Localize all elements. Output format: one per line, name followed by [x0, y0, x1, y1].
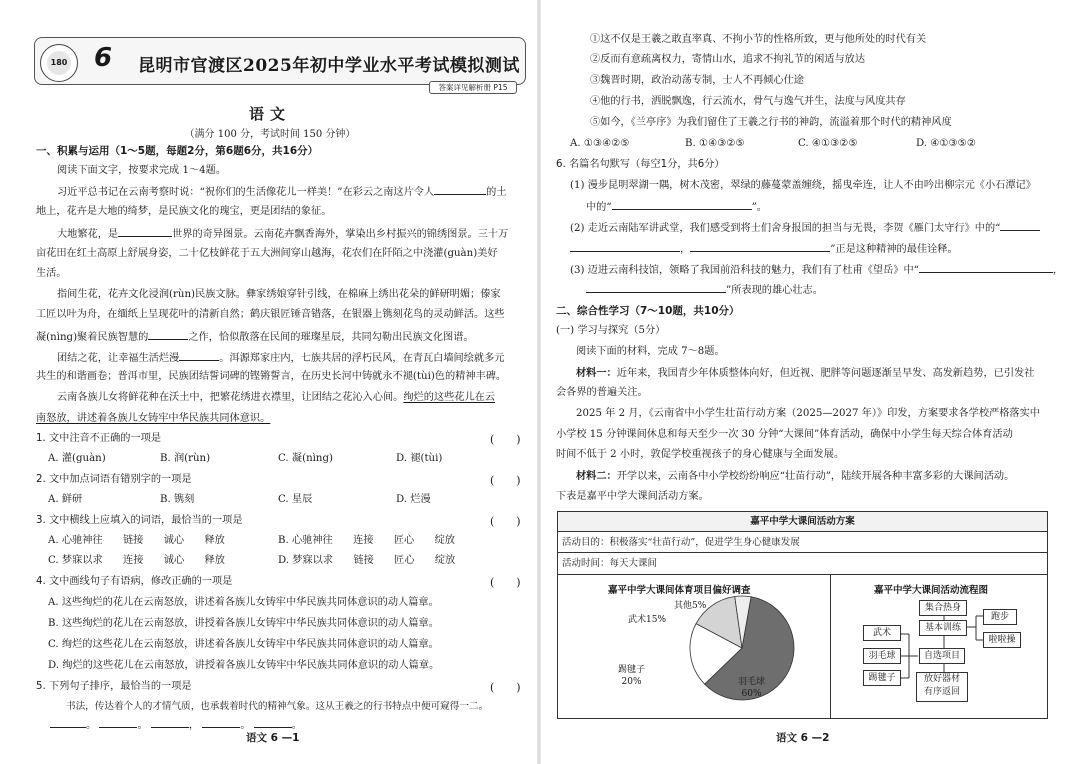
subject-title: 语文: [248, 105, 291, 123]
question-5: 5. 下列句子排序，最恰当的一项是: [36, 681, 192, 692]
passage-line: 大地繁花，是 世界的奇异图景。云南花卉飘香海外，掌染出乡村振兴的锦绣图景。三十万: [57, 226, 508, 242]
passage-line: 工匠以叶为舟，在缅纸上呈现花叶的清新自然；鹤庆银匠锤音错落，在银器上镌刻花鸟的灵动鲜活。这些: [36, 309, 505, 320]
sentence-1: ①这不仅是王羲之敢直率真、不拘小节的性格所致，更与他所处的时代有关: [590, 34, 927, 45]
flow-badminton: 羽毛球: [863, 648, 901, 664]
flow-running: 跑步: [983, 609, 1017, 625]
answer-paren[interactable]: ( ): [490, 474, 521, 487]
q6-3[interactable]: (3) 迈进云南科技馆，领略了我国前沿科技的魅力，我们有了杜甫《望岳》中“ ，: [570, 262, 1063, 278]
flow-basic-training: 基本训练: [919, 620, 967, 636]
activity-plan-table: [557, 511, 1048, 719]
flow-cheer: 啦啦操: [983, 632, 1021, 648]
flow-warmup: 集合热身: [919, 600, 967, 616]
instruction: 阅读下面的材料，完成 7～8题。: [576, 346, 725, 357]
pie-chart: [558, 578, 830, 718]
question-4: 4. 文中画线句子有语病，修改正确的一项是: [36, 576, 233, 587]
pie-label-wushu: 武术15%: [628, 615, 667, 625]
q6-1-blank[interactable]: 中的“ ”。: [586, 199, 767, 215]
option-b[interactable]: B. 心驰神往 连接 匠心 绽放: [278, 535, 455, 546]
plan-time: 活动时间：每天大课间: [558, 553, 1047, 575]
q5-text: 书法，传达着个人的才情气质，也承载着时代的精神气象。这从王羲之的行书特点中便可窥得一二。: [66, 701, 489, 712]
answer-paren[interactable]: ( ): [490, 515, 521, 528]
question-6: 6. 名篇名句默写（每空1分，共6分）: [556, 159, 725, 170]
q6-2[interactable]: (2) 走近云南陆军讲武堂，我们感受到将士们舍身报国的担当与无畏，李贺《雁门太守行》中的“: [570, 220, 1040, 236]
question-3: 3. 文中横线上应填入的词语，最恰当的一项是: [36, 515, 243, 526]
passage-line: 共生的和谐画卷；普洱市里，民族团结誓词碑的铿锵誓言，在历史长河中铸就永不褪(tùi)色的精神丰碑。: [36, 371, 507, 382]
option-c[interactable]: C. 星辰: [278, 494, 313, 505]
answer-paren[interactable]: ( ): [490, 576, 521, 589]
answer-paren[interactable]: ( ): [490, 681, 521, 694]
answer-paren[interactable]: ( ): [490, 433, 521, 446]
paper-title: 昆明市官渡区2025年初中学业水平考试模拟测试: [138, 56, 520, 76]
subsection-heading: (一) 学习与探究（5分）: [556, 325, 666, 336]
option-c[interactable]: C. 梦寐以求 连接 诚心 释放: [48, 555, 225, 566]
material-text: 时间不低于 2 小时，敦促学校重视孩子的身心健康与全面发展。: [556, 449, 845, 460]
plan-title: 嘉平中学大课间活动方案: [558, 512, 1047, 532]
pie-label-shuttle: 踢毽子 20%: [618, 665, 646, 687]
material-2: 材料二：开学以来，云南各中小学校纷纷响应“壮苗行动”，陆续开展各种丰富多彩的大课间活动。: [576, 470, 1015, 482]
page-footer: 语文 6 —1: [246, 732, 300, 744]
option-d[interactable]: D. 绚烂的这些花儿在云南怒放，讲授着各族儿女铸牢中华民族共同体意识的动人篇章。: [48, 660, 440, 671]
pie-label-badminton: 羽毛球 60%: [738, 677, 766, 699]
survey-title: 嘉平中学大课间体育项目偏好调查: [608, 585, 751, 596]
section-1-heading: 一、积累与运用（1～5题，每题2分，第6题6分，共16分）: [36, 145, 319, 157]
passage-line: 地上，花卉是大地的绮梦，是民族文化的瑰宝，更是团结的象征。: [36, 206, 332, 217]
option-d[interactable]: D. 褪(tùi): [396, 453, 443, 464]
flow-wushu: 武术: [863, 625, 901, 641]
passage-line: 云南各族儿女将鲜花种在沃土中，把繁花绣进衣襟里，让团结之花沁入心间。绚烂的这些花儿在云: [57, 392, 496, 403]
option-c[interactable]: C. 凝(nìng): [278, 453, 333, 464]
option-a[interactable]: A. 心驰神往 链接 诚心 释放: [48, 535, 225, 546]
option-b[interactable]: B. 润(rùn): [160, 453, 211, 464]
sentence-4: ④他的行书，洒脱飘逸，行云流水，骨气与逸气并生，法度与风度共存: [590, 96, 906, 107]
option-d[interactable]: D. 烂漫: [396, 494, 431, 505]
material-text: 2025 年 2 月，《云南省中小学生壮苗行动方案（2025—2027 年）》印发，方案要求各学校严格落实中: [576, 408, 1040, 419]
sentence-3: ③魏晋时期，政治动荡专制，士人不再倾心仕途: [590, 75, 804, 86]
option-b[interactable]: B. ①④③②⑤: [685, 138, 745, 149]
passage-line: 指间生花，花卉文化浸润(rùn)民族文脉。彝家绣娘穿针引线，在棉麻上绣出花朵的鲜研明媚；傣家: [57, 289, 501, 300]
option-a[interactable]: A. 鲜研: [48, 494, 83, 505]
pie-label-other: 其他5%: [674, 601, 707, 611]
page-footer: 语文 6 —2: [776, 732, 830, 744]
flow-shuttlecock: 踢毽子: [863, 670, 901, 686]
q6-3-blank[interactable]: ”所表现的雄心壮志。: [586, 282, 823, 298]
sentence-2: ②反而有意疏离权力，寄情山水，追求不拘礼节的闲适与放达: [590, 54, 866, 65]
answer-reference: 答案详见解析册 P15: [429, 81, 517, 94]
material-1-cont: 会各界的普遍关注。: [556, 387, 648, 398]
flow-title: 嘉平中学大课间活动流程图: [874, 585, 989, 596]
passage-line: 凝(nìng)聚着民族智慧的 之作，恰似散落在民间的璀璨星辰，共同勾勒出民族文化图谱。: [36, 329, 474, 345]
flow-free-choice: 自选项目: [919, 648, 965, 664]
q5-order-blanks[interactable]: 。 。 ， 。 。: [50, 717, 302, 733]
passage-line: 生活。: [36, 268, 67, 279]
passage-line: 习近平总书记在云南考察时说：“祝你们的生活像花儿一样美！”在彩云之南这片令人 的土: [57, 184, 507, 200]
option-a[interactable]: A. 灌(guàn): [48, 453, 106, 464]
option-a[interactable]: A. 这些绚烂的花儿在云南怒放，讲述着各族儿女铸牢中华民族共同体意识的动人篇章。: [48, 597, 439, 608]
q6-2-blank[interactable]: ， ”正是这种精神的最佳诠释。: [570, 241, 958, 257]
sentence-5: ⑤如今，《兰亭序》为我们留住了王羲之行书的神韵，流溢着那个时代的精神风度: [590, 117, 952, 128]
material-text: 小学校 15 分钟课间休息和每天至少一次 30 分钟“大课间”体育活动，确保中小学生每天综合体育活动: [556, 429, 1013, 440]
instruction: 阅读下面文字，按要求完成 1～4题。: [57, 165, 227, 176]
question-1: 1. 文中注音不正确的一项是: [36, 433, 162, 444]
plan-goal: 活动目的：积极落实“壮苗行动”，促进学生身心健康发展: [558, 532, 1047, 553]
section-2-heading: 二、综合性学习（7～10题，共10分）: [556, 305, 740, 317]
option-a[interactable]: A. ①③④②⑤: [570, 138, 630, 149]
option-b[interactable]: B. 镌刻: [160, 494, 195, 505]
underlined-sentence: 南怒放，讲述着各族儿女铸牢中华民族共同体意识。: [36, 413, 271, 424]
badge-number: 180: [47, 51, 71, 75]
option-d[interactable]: D. ④①③⑤②: [916, 138, 976, 149]
passage-line: 亩花田在红土高原上舒展身姿，二十亿枝鲜花于五大洲间穿山越海，花农们在阡陌之中浇灌(guàn)美好: [36, 248, 498, 259]
option-b[interactable]: B. 这些绚烂的花儿在云南怒放，讲授着各族儿女铸牢中华民族共同体意识的动人篇章。: [48, 618, 439, 629]
passage-line: 团结之花，让幸福生活烂漫 。洱源郑家庄内，七族共居的浮朽民风，在青瓦白墙间绘就多元: [57, 350, 505, 366]
material-2-cont: 下表是嘉平中学大课间活动方案。: [556, 491, 709, 502]
option-d[interactable]: D. 梦寐以求 链接 匠心 绽放: [278, 555, 456, 566]
exam-info: （满分 100 分，考试时间 150 分钟）: [184, 129, 356, 140]
flow-return: 放好器材 有序返回: [916, 672, 968, 702]
material-1: 材料一：近年来，我国青少年体质整体向好，但近视、肥胖等问题逐渐呈早发、高发新趋势，已引发社: [576, 367, 1035, 379]
option-c[interactable]: C. 绚烂的这些花儿在云南怒放，讲述着各族儿女铸牢中华民族共同体意识的动人篇章。: [48, 639, 439, 650]
option-c[interactable]: C. ④①③②⑤: [798, 138, 858, 149]
question-2: 2. 文中加点词语有错别字的一项是: [36, 474, 192, 485]
q6-1: (1) 漫步昆明翠湖一隅，树木茂密，翠绿的藤蔓蒙盖缠绕，摇曳牵连，让人不由吟出柳宗元《小石潭记》: [570, 180, 1036, 191]
paper-number: 6: [94, 43, 113, 73]
